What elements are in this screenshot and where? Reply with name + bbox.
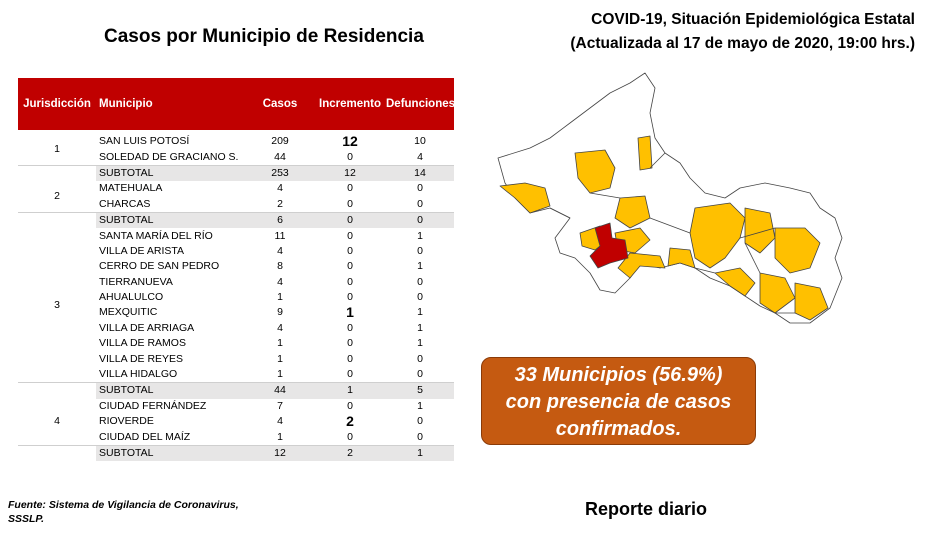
subtotal-row <box>18 445 454 461</box>
casos-cell: 4 <box>277 244 283 257</box>
incremento-cell: 0 <box>347 260 353 273</box>
subtotal-row <box>18 165 454 181</box>
defunciones-cell: 1 <box>417 399 423 412</box>
jurisdiccion-cell: 2 <box>54 190 60 203</box>
defunciones-cell: 0 <box>417 182 423 195</box>
casos-cell: 1 <box>277 291 283 304</box>
jurisdiccion-cell: 1 <box>54 142 60 155</box>
municipio-cell: CIUDAD FERNÁNDEZ <box>99 399 207 412</box>
municipio-cell: VILLA DE ARRIAGA <box>99 321 195 334</box>
report-title-line2: (Actualizada al 17 de mayo de 2020, 19:00 hrs.) <box>570 35 915 52</box>
table-row <box>18 134 454 149</box>
incremento-cell: 1 <box>346 304 354 321</box>
incremento-cell: 0 <box>347 291 353 304</box>
incremento-cell: 0 <box>347 321 353 334</box>
municipio-cell: VILLA DE REYES <box>99 352 184 365</box>
municipio-cell: SUBTOTAL <box>96 445 246 461</box>
header-jurisdiccion: Jurisdicción <box>18 78 96 130</box>
defunciones-cell: 1 <box>417 321 423 334</box>
municipio-cell: SUBTOTAL <box>96 383 246 399</box>
casos-cell: 4 <box>277 275 283 288</box>
report-title-line1: COVID-19, Situación Epidemiológica Estatal <box>591 11 915 28</box>
casos-cell: 44 <box>246 383 314 399</box>
incremento-cell: 0 <box>347 182 353 195</box>
municipio-cell: SANTA MARÍA DEL RÍO <box>99 229 213 242</box>
defunciones-cell: 0 <box>417 197 423 210</box>
defunciones-cell: 10 <box>414 135 426 148</box>
incremento-cell: 0 <box>347 399 353 412</box>
incremento-cell: 0 <box>347 337 353 350</box>
jurisdiccion-cell: 3 <box>54 298 60 311</box>
municipio-cell: CERRO DE SAN PEDRO <box>99 260 220 273</box>
municipio-cell: SUBTOTAL <box>96 165 246 181</box>
table-row <box>18 181 454 196</box>
defunciones-cell: 0 <box>417 430 423 443</box>
municipio-cell: MATEHUALA <box>99 182 163 195</box>
municipio-cell: RIOVERDE <box>99 415 154 428</box>
casos-cell: 6 <box>246 212 314 228</box>
casos-cell: 1 <box>277 368 283 381</box>
subtotal-row <box>18 212 454 228</box>
cases-table <box>18 78 454 461</box>
municipio-cell: SUBTOTAL <box>96 212 246 228</box>
map-region <box>500 183 550 213</box>
incremento-cell: 0 <box>347 197 353 210</box>
defunciones-cell: 0 <box>417 352 423 365</box>
table-title: Casos por Municipio de Residencia <box>104 26 424 47</box>
casos-cell: 4 <box>277 321 283 334</box>
casos-cell: 253 <box>246 165 314 181</box>
defunciones-cell: 4 <box>417 150 423 163</box>
incremento-cell: 0 <box>347 244 353 257</box>
callout-line2: con presencia de casos <box>505 391 732 413</box>
incremento-cell: 12 <box>342 133 358 150</box>
state-map-svg <box>490 68 850 333</box>
header-incremento: Incremento <box>314 78 386 130</box>
table-row <box>18 228 454 243</box>
source-note <box>8 498 239 526</box>
defunciones-cell: 0 <box>417 291 423 304</box>
callout-line3: confirmados. <box>555 418 682 440</box>
casos-cell: 11 <box>274 229 286 242</box>
map-region <box>638 136 652 170</box>
incremento-cell: 0 <box>314 212 386 228</box>
header-casos: Casos <box>246 78 314 130</box>
casos-cell: 1 <box>277 352 283 365</box>
header-defunciones: Defunciones <box>386 78 454 130</box>
state-map <box>490 68 850 333</box>
incremento-cell: 0 <box>347 352 353 365</box>
defunciones-cell: 1 <box>417 306 423 319</box>
casos-cell: 9 <box>277 306 283 319</box>
casos-cell: 209 <box>271 135 289 148</box>
table-header-row <box>18 78 454 130</box>
defunciones-cell: 0 <box>417 244 423 257</box>
defunciones-cell: 5 <box>386 383 454 399</box>
source-line2: SSSLP. <box>8 513 44 525</box>
callout-line1: 33 Municipios (56.9%) <box>514 364 723 386</box>
header-municipio: Municipio <box>96 78 246 130</box>
municipio-cell: MEXQUITIC <box>99 306 158 319</box>
municipio-cell: VILLA DE ARISTA <box>99 244 185 257</box>
incremento-cell: 0 <box>347 150 353 163</box>
table-row <box>18 399 454 414</box>
casos-cell: 12 <box>246 445 314 461</box>
incremento-cell: 1 <box>314 383 386 399</box>
municipio-cell: TIERRANUEVA <box>99 275 173 288</box>
incremento-cell: 0 <box>347 368 353 381</box>
municipio-cell: VILLA HIDALGO <box>99 368 178 381</box>
casos-cell: 7 <box>277 399 283 412</box>
casos-cell: 2 <box>277 197 283 210</box>
casos-cell: 1 <box>277 430 283 443</box>
jurisdiccion-cell: 4 <box>54 415 60 428</box>
incremento-cell: 2 <box>314 445 386 461</box>
incremento-cell: 0 <box>347 275 353 288</box>
summary-callout <box>481 357 756 445</box>
incremento-cell: 0 <box>347 430 353 443</box>
report-title <box>570 8 915 56</box>
incremento-cell: 0 <box>347 229 353 242</box>
municipio-cell: SAN LUIS POTOSÍ <box>99 135 190 148</box>
defunciones-cell: 0 <box>417 415 423 428</box>
municipio-cell: VILLA DE RAMOS <box>99 337 186 350</box>
municipio-cell: CIUDAD DEL MAÍZ <box>99 430 191 443</box>
subtotal-row <box>18 383 454 399</box>
defunciones-cell: 0 <box>417 368 423 381</box>
defunciones-cell: 1 <box>417 260 423 273</box>
municipio-cell: CHARCAS <box>99 197 151 210</box>
defunciones-cell: 1 <box>386 445 454 461</box>
defunciones-cell: 0 <box>386 212 454 228</box>
defunciones-cell: 14 <box>386 165 454 181</box>
casos-cell: 1 <box>277 337 283 350</box>
daily-report-label: Reporte diario <box>585 499 708 519</box>
casos-cell: 44 <box>274 150 286 163</box>
defunciones-cell: 0 <box>417 275 423 288</box>
defunciones-cell: 1 <box>417 229 423 242</box>
source-line1: Fuente: Sistema de Vigilancia de Coronavirus, <box>8 499 239 511</box>
municipio-cell: SOLEDAD DE GRACIANO S. <box>99 150 239 163</box>
casos-cell: 4 <box>277 182 283 195</box>
casos-cell: 8 <box>277 260 283 273</box>
municipio-cell: AHUALULCO <box>99 291 164 304</box>
defunciones-cell: 1 <box>417 337 423 350</box>
casos-cell: 4 <box>277 415 283 428</box>
incremento-cell: 2 <box>346 413 354 430</box>
incremento-cell: 12 <box>314 165 386 181</box>
map-outline <box>498 73 842 323</box>
